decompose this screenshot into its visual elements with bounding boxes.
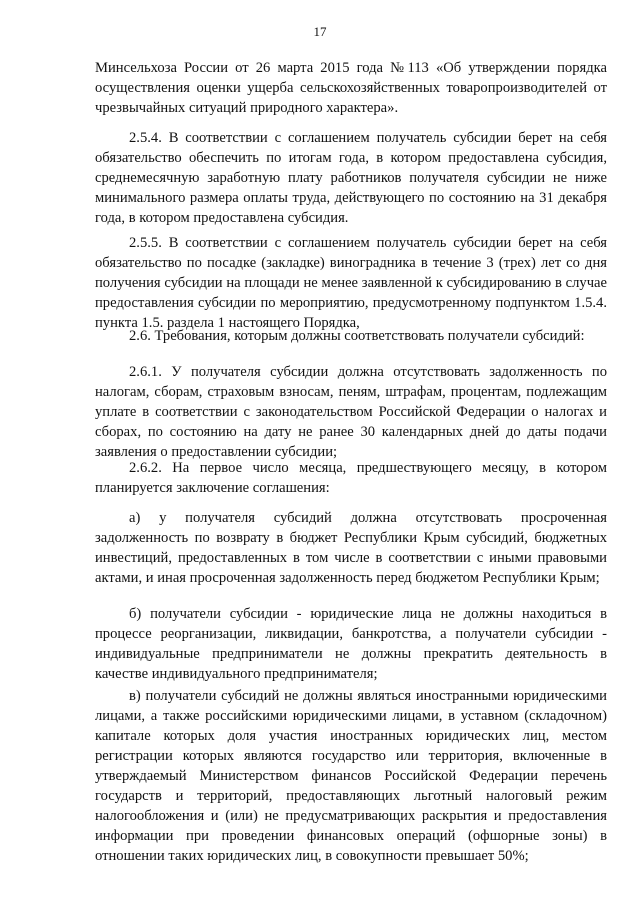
paragraph-continuation: Минсельхоза России от 26 марта 2015 года №113 «Об утверждении порядка осуществления оценки ущерба сельскохозяйственных товаропроизводителей от чрезвычайных ситуаций природного характера». [95, 60, 607, 116]
paragraph-2-6-2: 2.6.2. На первое число месяца, предшествующего месяцу, в котором планируется заключение соглашения: [95, 460, 607, 496]
paragraph-2-6-1: 2.6.1. У получателя субсидии должна отсутствовать задолженность по налогам, сборам, страховым взносам, пеням, штрафам, процентам, подлежащим уплате в соответствии с законодательством Российской Федерации о налогах и сборах, по состоянию на дату не ранее 30 календарных дней до даты подачи заявления о предоставлении субсидии; [95, 364, 607, 460]
paragraph-item-a: а) у получателя субсидий должна отсутствовать просроченная задолженность по возврату в бюджет Республики Крым субсидий, бюджетных инвестиций, предоставленных в том числе в соответствии с иными правовыми актами, и иная просроченная задолженность перед бюджетом Республики Крым; [95, 510, 607, 586]
paragraph-2-5-4: 2.5.4. В соответствии с соглашением получатель субсидии берет на себя обязательство обеспечить по итогам года, в котором предоставлена субсидия, среднемесячную заработную плату работников получателя субсидии не ниже минимального размера оплаты труда, действующего по состоянию на 31 декабря года, в котором предоставлена субсидия. [95, 130, 607, 226]
paragraph-item-v: в) получатели субсидий не должны являться иностранными юридическими лицами, а также российскими юридическими лицами, в уставном (складочном) капитале которых доля участия иностранных юридических лиц, местом регистрации которых являются государство или территория, включенные в утверждаемый Министерством финансов Российской Федерации перечень государств и территорий, предоставляющих льготный налоговый режим налогообложения и (или) не предусматривающих раскрытия и предоставления информации при проведении финансовых операций (офшорные зоны) в отношении таких юридических лиц, в совокупности превышает 50%; [95, 688, 607, 864]
paragraph-item-b: б) получатели субсидии - юридические лица не должны находиться в процессе реорганизации, ликвидации, банкротства, а получатели субсидии - индивидуальные предприниматели не должны прекратить деятельность в качестве индивидуального предпринимателя; [95, 606, 607, 682]
paragraph-2-6: 2.6. Требования, которым должны соответствовать получатели субсидий: [129, 328, 585, 344]
paragraph-2-5-5: 2.5.5. В соответствии с соглашением получатель субсидии берет на себя обязательство по посадке (закладке) виноградника в течение 3 (трех) лет со дня получения субсидии на площади не менее заявленной к субсидированию в случае предоставления субсидии по мероприятию, предусмотренному подпунктом 1.5.4. пункта 1.5. раздела 1 настоящего Порядка, [95, 235, 607, 331]
page-number: 17 [313, 24, 327, 39]
